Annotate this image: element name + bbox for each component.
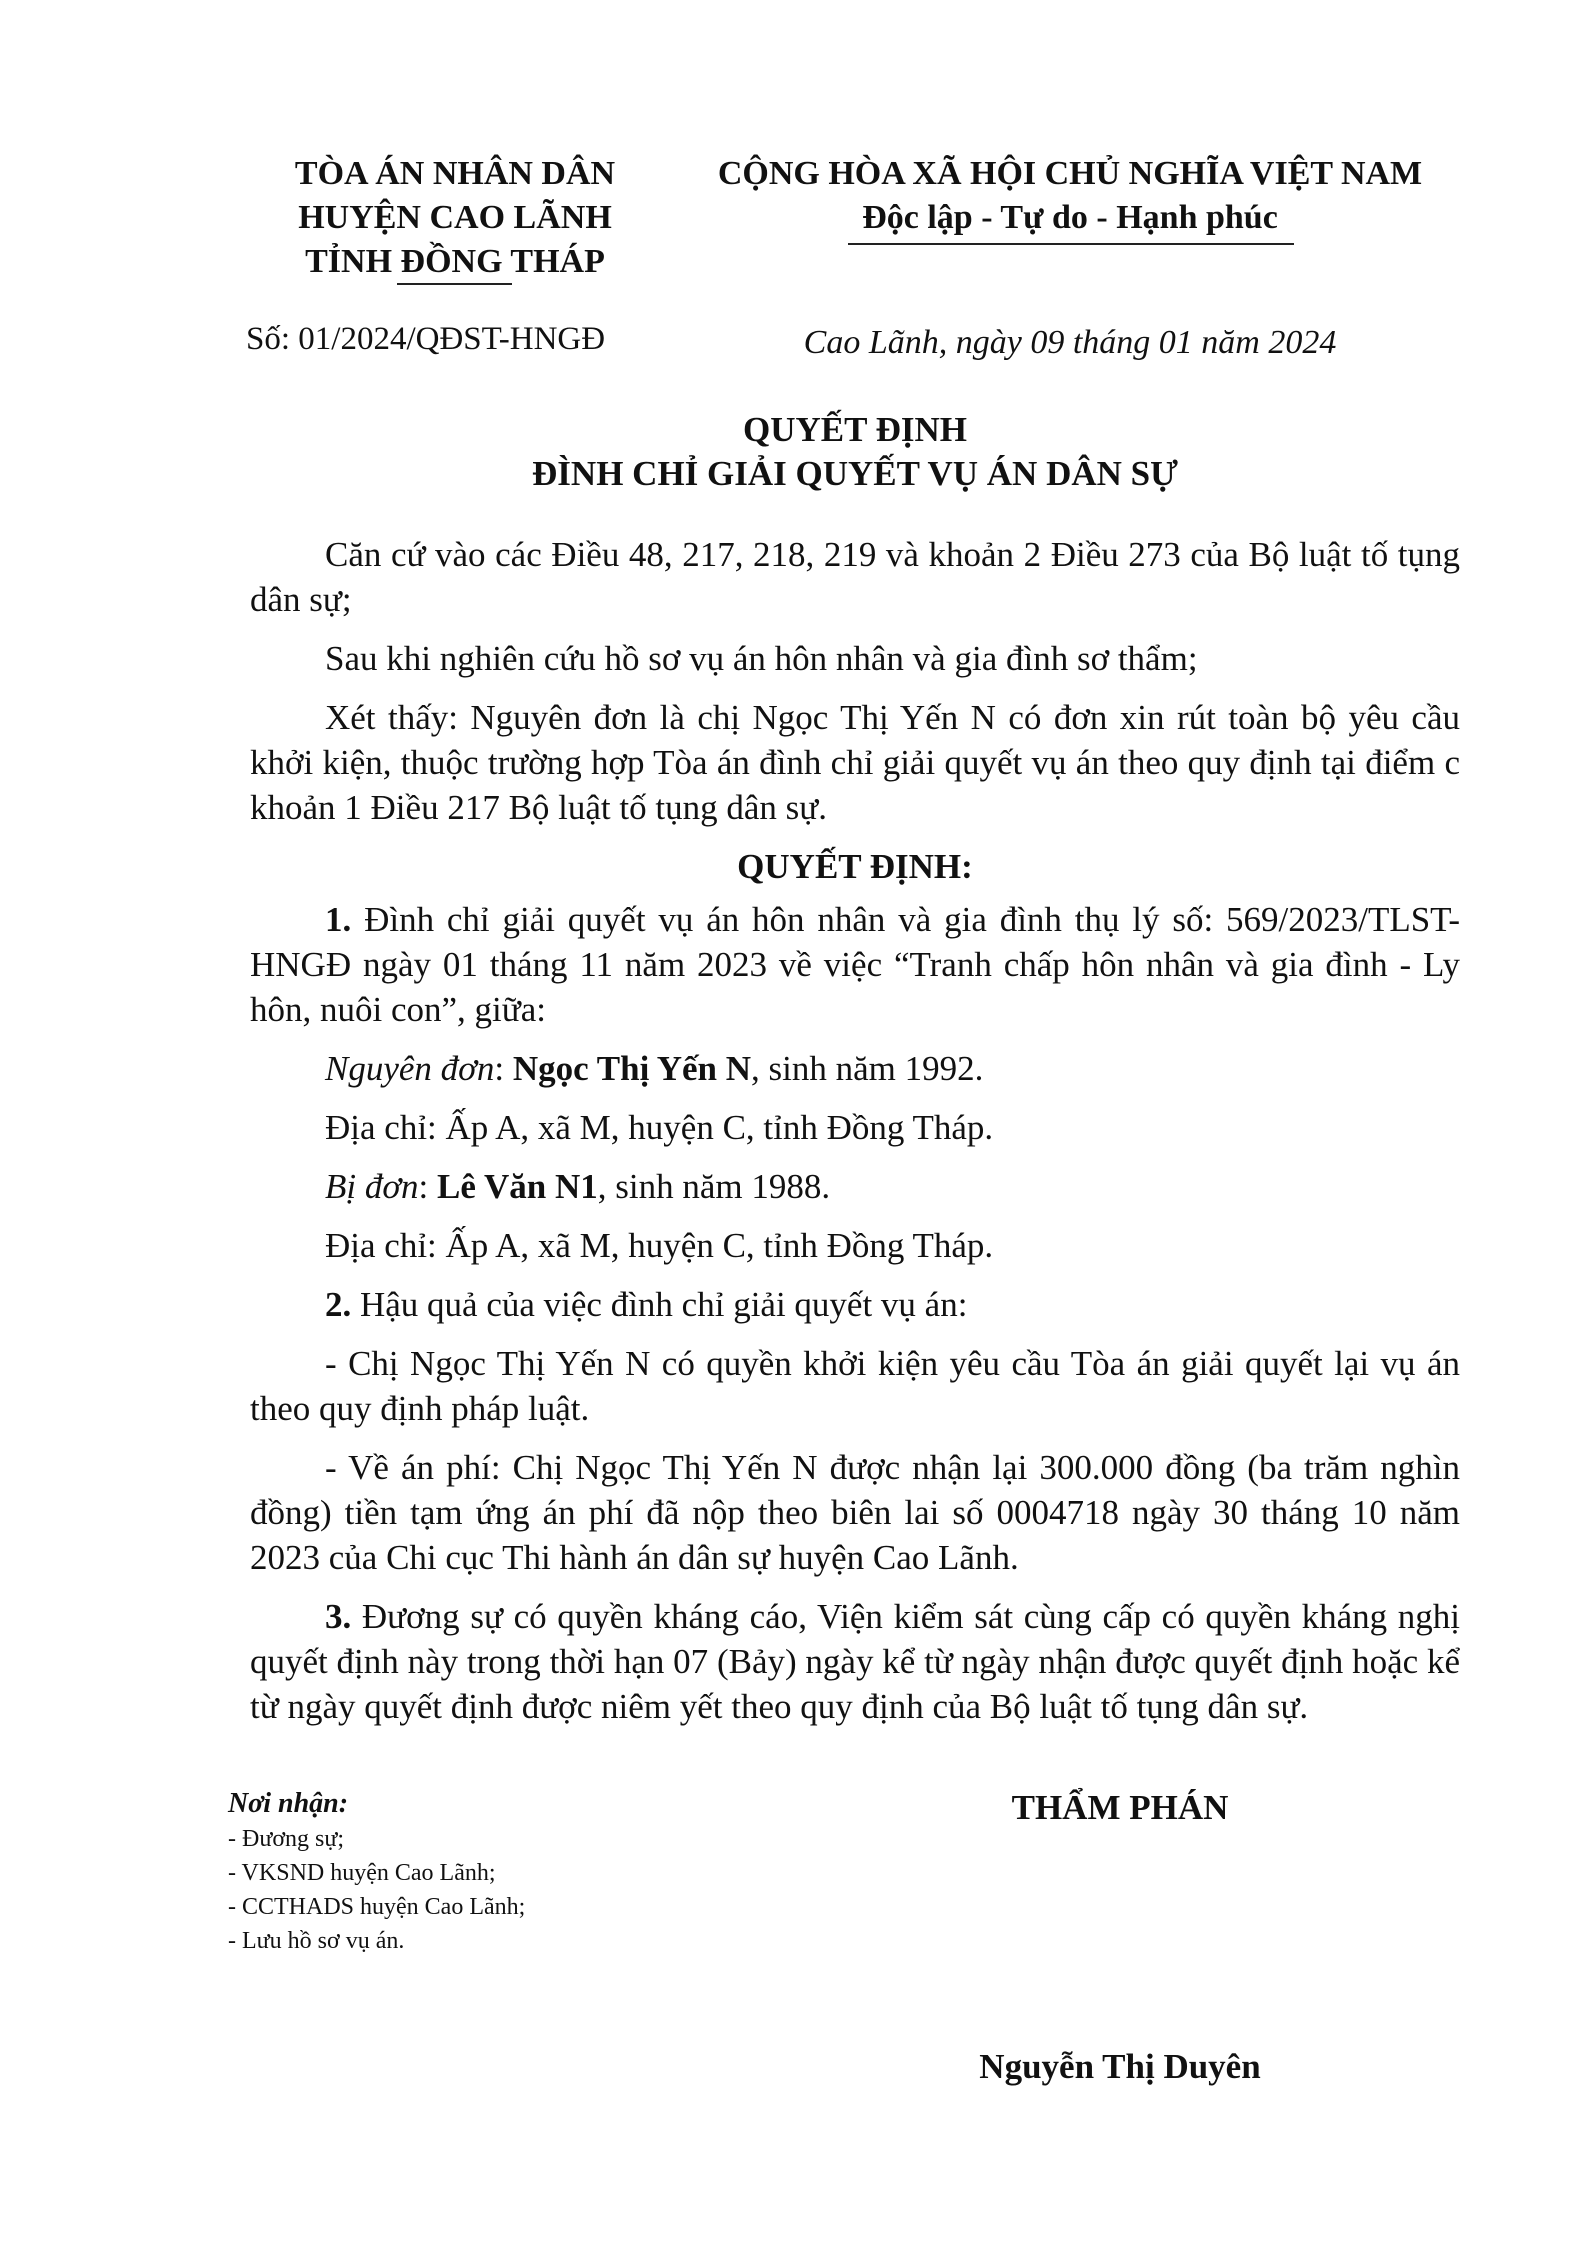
decision-item-3 bbox=[250, 1594, 1460, 1729]
court-province: TỈNH ĐỒNG THÁP bbox=[305, 243, 605, 280]
recipients-label: Nơi nhận: bbox=[228, 1788, 349, 1819]
defendant-name: Lê Văn N1 bbox=[437, 1167, 598, 1206]
nation-motto: Độc lập - Tự do - Hạnh phúc bbox=[862, 199, 1278, 236]
decision-item-1 bbox=[250, 897, 1460, 1032]
plaintiff-label: Nguyên đơn bbox=[325, 1049, 495, 1088]
recipient-item: - VKSND huyện Cao Lãnh; bbox=[228, 1860, 496, 1886]
defendant-label: Bị đơn bbox=[325, 1167, 419, 1206]
item-2-number: 2. bbox=[325, 1285, 352, 1324]
recipient-item: - CCTHADS huyện Cao Lãnh; bbox=[228, 1894, 526, 1920]
defendant-address: Địa chỉ: Ấp A, xã M, huyện C, tỉnh Đồng Tháp. bbox=[325, 1226, 994, 1265]
nation-header bbox=[690, 152, 1450, 240]
label-colon: : bbox=[494, 1049, 513, 1088]
preamble-legal-basis: Căn cứ vào các Điều 48, 217, 218, 219 và khoản 2 Điều 273 của Bộ luật tố tụng dân sự; bbox=[250, 535, 1460, 619]
preamble-consideration: Xét thấy: Nguyên đơn là chị Ngọc Thị Yến N có đơn xin rút toàn bộ yêu cầu khởi kiện, thuộc trường hợp Tòa án đình chỉ giải quyết vụ án theo quy định tại điểm c khoản 1 Điều 217 Bộ luật tố tụng dân sự. bbox=[250, 698, 1460, 827]
nation-motto-underline bbox=[848, 243, 1294, 245]
item-1-text: Đình chỉ giải quyết vụ án hôn nhân và gia đình thụ lý số: 569/2023/TLST-HNGĐ ngày 01 tháng 11 năm 2023 về việc “Tranh chấp hôn nhân và gia đình - Ly hôn, nuôi con”, giữa: bbox=[250, 900, 1460, 1029]
item-1-number: 1. bbox=[325, 900, 352, 939]
court-header-underline bbox=[397, 283, 512, 285]
court-name: TÒA ÁN NHÂN DÂN bbox=[294, 155, 616, 192]
decision-item-2 bbox=[250, 1282, 1460, 1327]
title-line-1: QUYẾT ĐỊNH bbox=[743, 410, 967, 449]
document-title bbox=[250, 408, 1460, 496]
plaintiff-address: Địa chỉ: Ấp A, xã M, huyện C, tỉnh Đồng Tháp. bbox=[325, 1108, 994, 1147]
plaintiff-birth: , sinh năm 1992. bbox=[751, 1049, 984, 1088]
document-body bbox=[250, 532, 1460, 1743]
item-3-text: Đương sự có quyền kháng cáo, Viện kiểm sát cùng cấp có quyền kháng nghị quyết định này trong thời hạn 07 (Bảy) ngày kể từ ngày nhận được quyết định hoặc kể từ ngày quyết định được niêm yết theo quy định của Bộ luật tố tụng dân sự. bbox=[250, 1597, 1460, 1726]
preamble-review: Sau khi nghiên cứu hồ sơ vụ án hôn nhân và gia đình sơ thẩm; bbox=[325, 639, 1198, 678]
court-header bbox=[210, 152, 700, 284]
recipient-item: - Đương sự; bbox=[228, 1826, 345, 1852]
plaintiff-name: Ngọc Thị Yến N bbox=[512, 1049, 752, 1088]
recipient-item: - Lưu hồ sơ vụ án. bbox=[228, 1928, 405, 1954]
signer-name: Nguyễn Thị Duyên bbox=[979, 2047, 1261, 2086]
place-date: Cao Lãnh, ngày 09 tháng 01 năm 2024 bbox=[803, 324, 1337, 361]
nation-title: CỘNG HÒA XÃ HỘI CHỦ NGHĨA VIỆT NAM bbox=[717, 155, 1423, 192]
item-2-bullet-2: - Về án phí: Chị Ngọc Thị Yến N được nhận lại 300.000 đồng (ba trăm nghìn đồng) tiền tạm ứng án phí đã nộp theo biên lai số 0004718 ngày 30 tháng 10 năm 2023 của Chi cục Thi hành án dân sự huyện Cao Lãnh. bbox=[250, 1448, 1460, 1577]
defendant-birth: , sinh năm 1988. bbox=[597, 1167, 831, 1206]
recipients-block bbox=[228, 1786, 748, 1958]
document-number: Số: 01/2024/QĐST-HNGĐ bbox=[246, 321, 606, 357]
title-line-2: ĐÌNH CHỈ GIẢI QUYẾT VỤ ÁN DÂN SỰ bbox=[532, 454, 1178, 493]
court-district: HUYỆN CAO LÃNH bbox=[298, 199, 612, 236]
label-colon: : bbox=[418, 1167, 438, 1206]
plaintiff-line bbox=[250, 1046, 1460, 1091]
defendant-line bbox=[250, 1164, 1460, 1209]
item-2-bullet-1: - Chị Ngọc Thị Yến N có quyền khởi kiện yêu cầu Tòa án giải quyết lại vụ án theo quy định pháp luật. bbox=[250, 1344, 1460, 1428]
item-2-text: Hậu quả của việc đình chỉ giải quyết vụ án: bbox=[351, 1285, 968, 1324]
decision-heading: QUYẾT ĐỊNH: bbox=[737, 847, 973, 886]
item-3-number: 3. bbox=[325, 1597, 352, 1636]
signature-title: THẨM PHÁN bbox=[1011, 1788, 1229, 1827]
